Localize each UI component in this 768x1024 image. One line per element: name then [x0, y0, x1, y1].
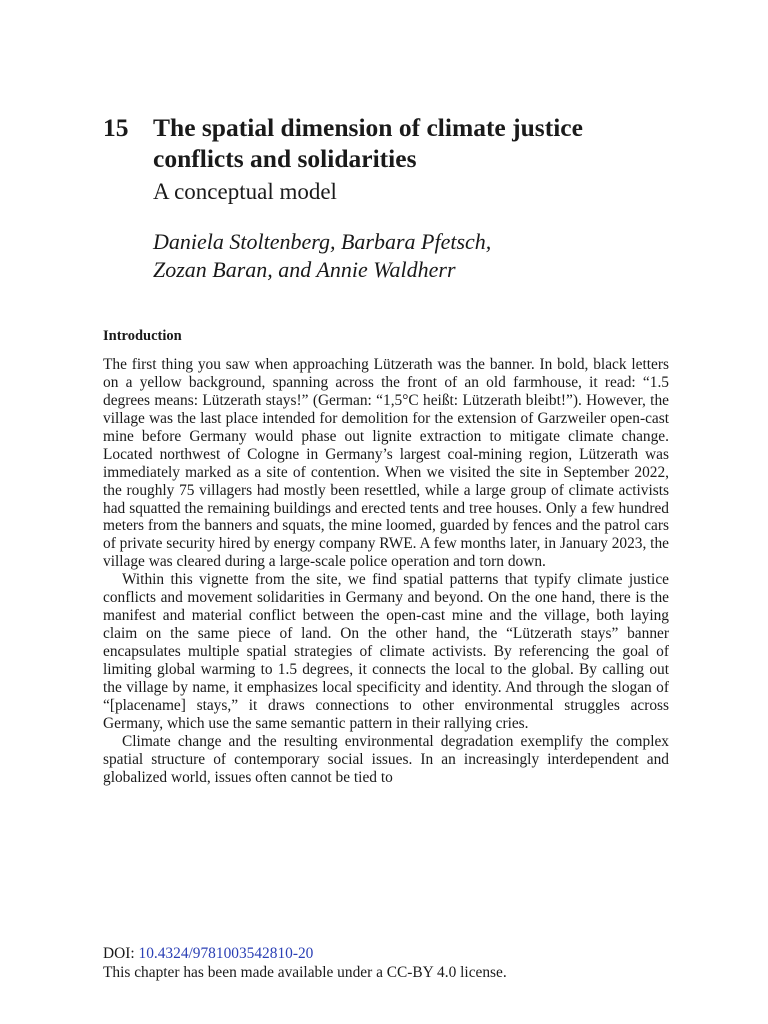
page-footer	[103, 944, 669, 982]
paragraph-1: The first thing you saw when approaching Lützerath was the banner. In bold, black letters on a yellow background, spanning across the front of an old farmhouse, it read: “1.5 degrees means: Lützerath stays!” (German: “1,5°C heißt: Lützerath bleibt!”). However, the village was the last place intended for demolition for the extension of Garzweiler open-cast mine before Germany would phase out lignite extraction to mitigate climate change. Located northwest of Cologne in Germany’s largest coal-mining region, Lützerath was immediately marked as a site of contention. When we visited the site in September 2022, the roughly 75 villagers had mostly been resettled, while a large group of climate activists had squatted the remaining buildings and erected tents and tree houses. Only a few hundred meters from the banners and squats, the mine loomed, guarded by fences and the patrol cars of private security hired by energy company RWE. A few months later, in January 2023, the village was cleared during a large-scale police operation and torn down.	[103, 356, 669, 571]
authors-line-1: Daniela Stoltenberg, Barbara Pfetsch,	[153, 229, 492, 254]
authors-line-2: Zozan Baran, and Annie Waldherr	[153, 257, 456, 282]
body-text	[103, 356, 669, 787]
section-heading: Introduction	[103, 328, 182, 344]
chapter-number: 15	[103, 113, 129, 142]
doi-link[interactable]: 10.4324/9781003542810-20	[138, 945, 314, 962]
paragraph-2: Within this vignette from the site, we find spatial patterns that typify climate justice conflicts and movement solidarities in Germany and beyond. On the one hand, there is the manifest and material conflict between the open-cast mine and the village, both laying claim on the same piece of land. On the other hand, the “Lützerath stays” banner encapsulates multiple spatial strategies of climate activists. By referencing the goal of limiting global warming to 1.5 degrees, it connects the local to the global. By calling out the village by name, it emphasizes local specificity and identity. And through the slogan of “[placename] stays,” it draws connections to other environmental struggles across Germany, which use the same semantic pattern in their rallying cries.	[103, 571, 669, 732]
doi-label: DOI:	[103, 945, 135, 962]
chapter-title: The spatial dimension of climate justice conflicts and solidarities	[153, 113, 583, 173]
license-note: This chapter has been made available under a CC-BY 4.0 license.	[103, 964, 507, 981]
doi-line	[103, 944, 669, 963]
author-list	[153, 228, 663, 284]
paragraph-3: Climate change and the resulting environmental degradation exemplify the complex spatial structure of contemporary social issues. In an increasingly interdependent and globalized world, issues often cannot be tied to	[103, 732, 669, 786]
chapter-subtitle: A conceptual model	[153, 179, 337, 204]
